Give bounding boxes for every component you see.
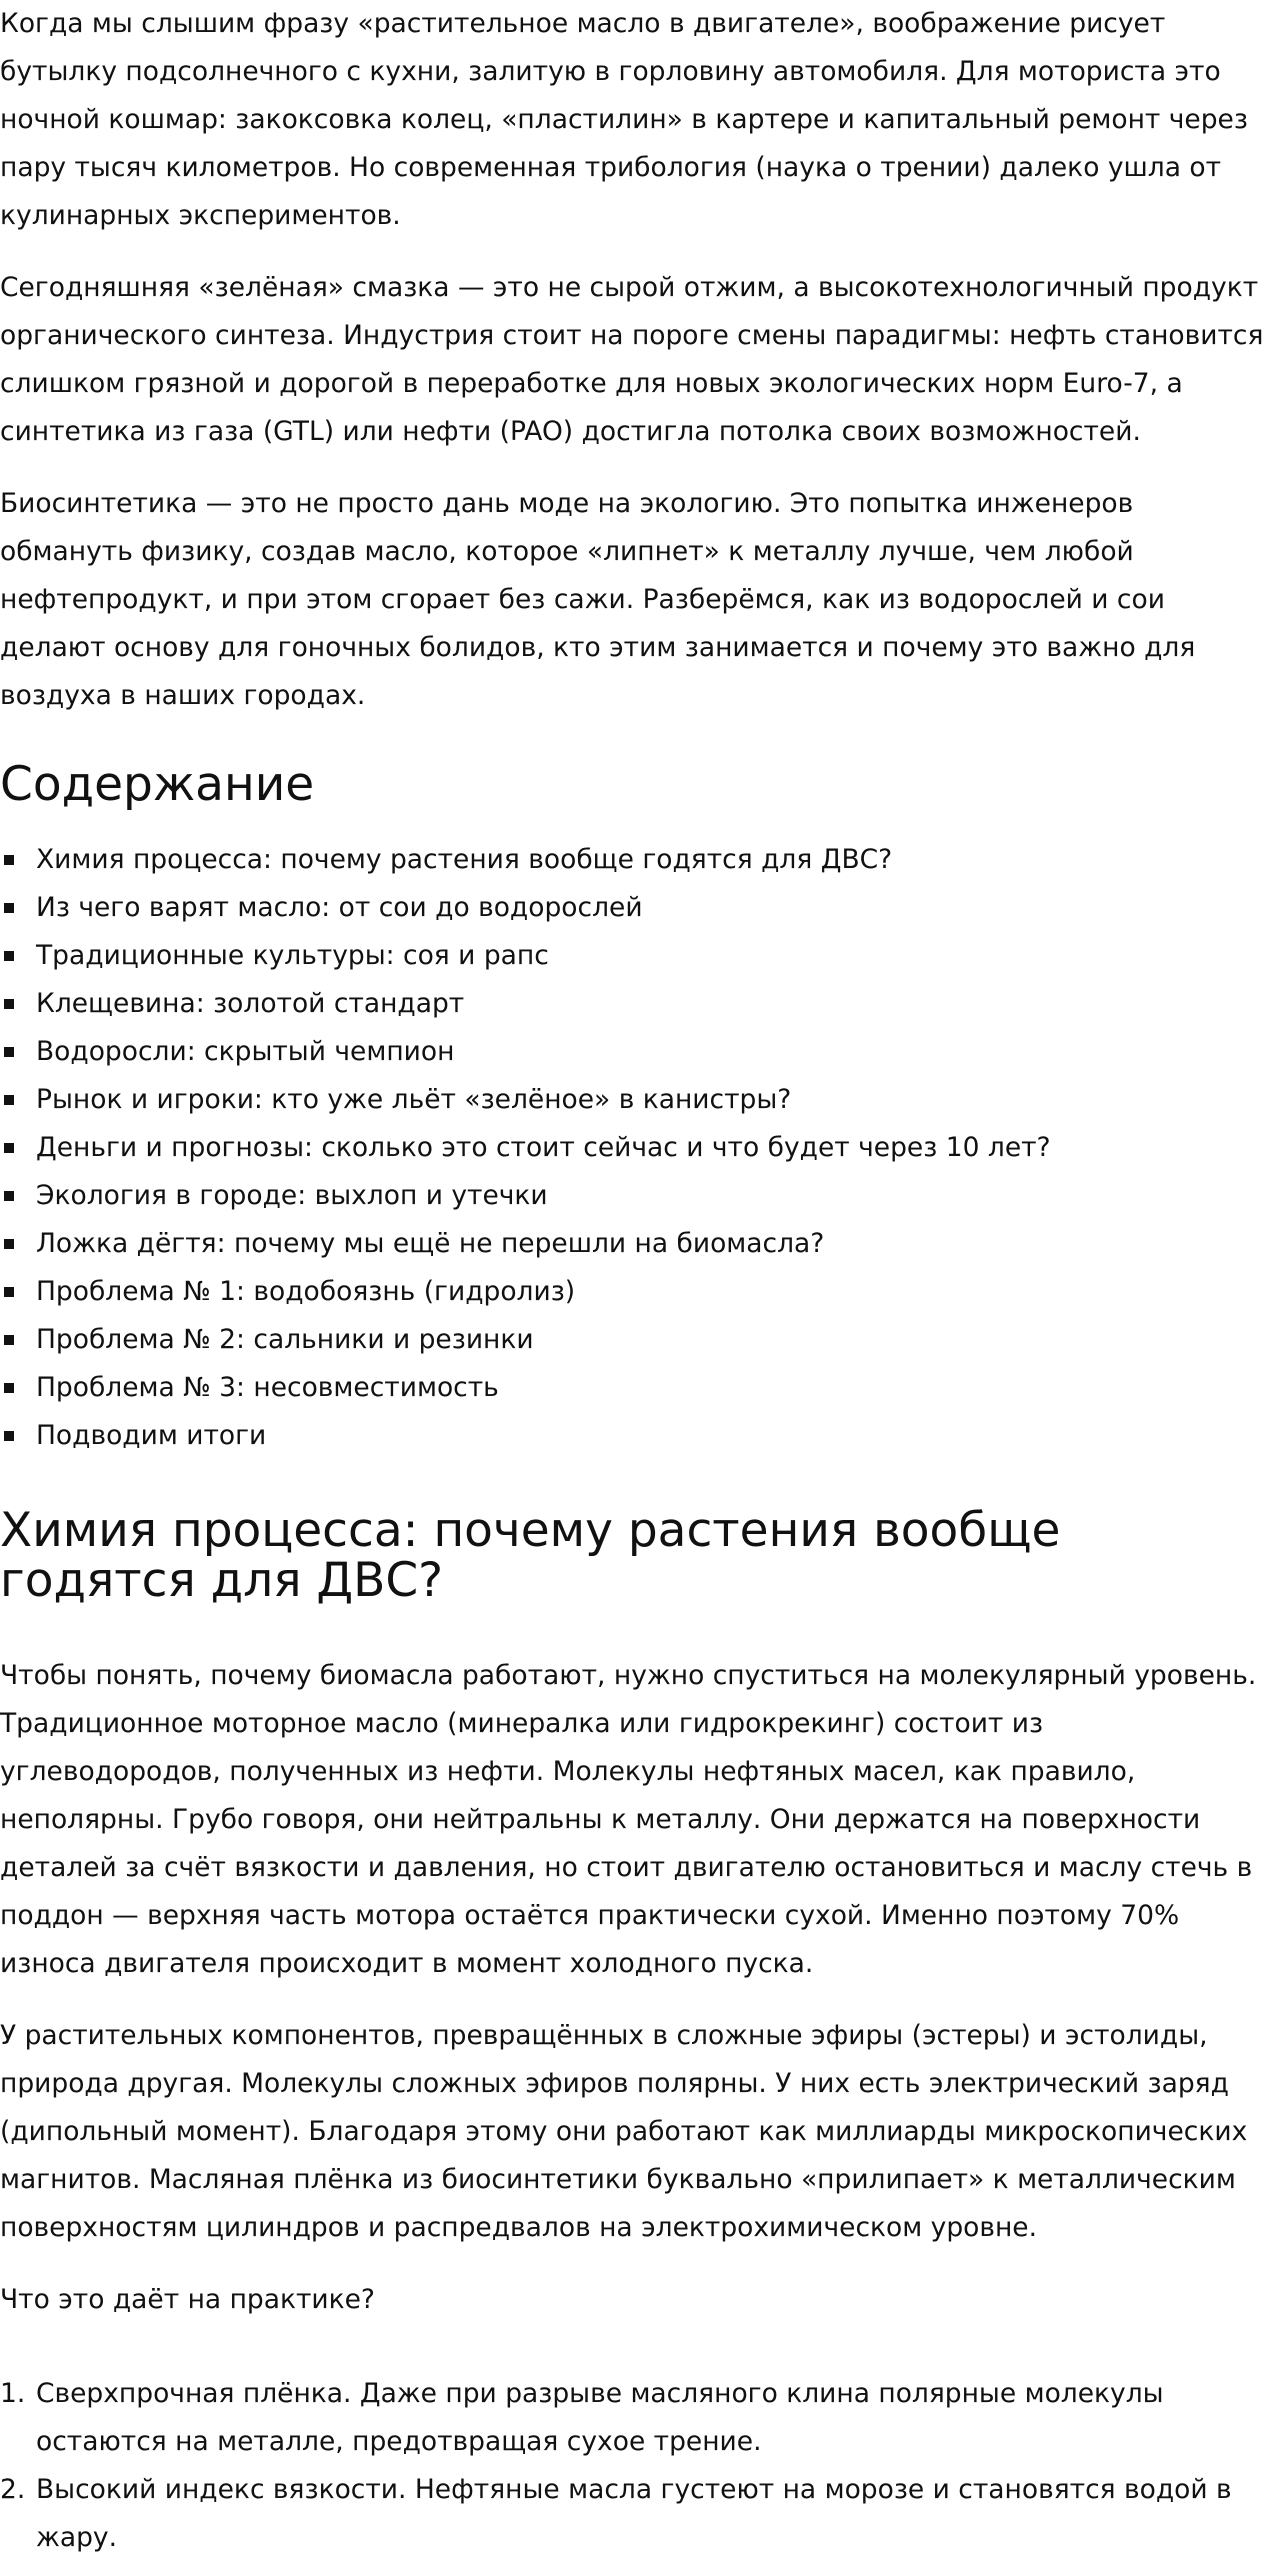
square-bullet-icon — [4, 1047, 14, 1057]
list-item-text: Высокий индекс вязкости. Нефтяные масла густеют на морозе и становятся водой в жару. — [36, 2474, 1232, 2553]
toc-item[interactable] — [0, 1364, 1270, 1412]
square-bullet-icon — [4, 1287, 14, 1297]
square-bullet-icon — [4, 1095, 14, 1105]
square-bullet-icon — [4, 1383, 14, 1393]
toc-item-label[interactable]: Клещевина: золотой стандарт — [36, 988, 465, 1019]
toc-item[interactable] — [0, 1316, 1270, 1364]
toc-item[interactable] — [0, 884, 1270, 932]
square-bullet-icon — [4, 999, 14, 1009]
toc-title: Содержание — [0, 757, 315, 812]
intro — [0, 0, 1270, 720]
benefits-list-item — [0, 2466, 1270, 2562]
toc-item-label[interactable]: Деньги и прогнозы: сколько это стоит сейчас и что будет через 10 лет? — [36, 1132, 1051, 1163]
list-number: 1. — [0, 2378, 26, 2409]
toc-item[interactable] — [0, 1268, 1270, 1316]
toc-item-label[interactable]: Из чего варят масло: от сои до водорослей — [36, 892, 643, 923]
toc-item-label[interactable]: Традиционные культуры: соя и рапс — [36, 940, 549, 971]
benefits-list — [0, 2370, 1270, 2562]
toc-item[interactable] — [0, 932, 1270, 980]
section-heading: Химия процесса: почему растения вообще годятся для ДВС? — [0, 1503, 1061, 1608]
section-chemistry — [0, 1503, 1270, 2562]
intro-paragraph: Сегодняшняя «зелёная» смазка — это не сырой отжим, а высокотехнологичный продукт органического синтеза. Индустрия стоит на пороге смены парадигмы: нефть становится слишком грязной и дорогой в переработке для новых экологических норм Euro-7, а синтетика из газа (GTL) или нефти (PAO) достигла потолка своих возможностей. — [0, 272, 1264, 447]
toc-item-label[interactable]: Водоросли: скрытый чемпион — [36, 1036, 455, 1067]
section-paragraph: Чтобы понять, почему биомасла работают, нужно спуститься на молекулярный уровень. Традиционное моторное масло (минералка или гидрокрекинг) состоит из углеводородов, полученных из нефти. Молекулы нефтяных масел, как правило, неполярны. Грубо говоря, они нейтральны к металлу. Они держатся на поверхности деталей за счёт вязкости и давления, но стоит двигателю остановиться и маслу стечь в поддон — верхняя часть мотора остаётся практически сухой. Именно поэтому 70% износа двигателя происходит в момент холодного пуска. — [0, 1660, 1257, 1979]
square-bullet-icon — [4, 951, 14, 961]
toc-item[interactable] — [0, 1220, 1270, 1268]
toc-item-label[interactable]: Химия процесса: почему растения вообще годятся для ДВС? — [36, 844, 893, 875]
toc-item-label[interactable]: Подводим итоги — [36, 1420, 267, 1451]
toc-item[interactable] — [0, 980, 1270, 1028]
square-bullet-icon — [4, 1239, 14, 1249]
toc-item-label[interactable]: Проблема № 3: несовместимость — [36, 1372, 499, 1403]
square-bullet-icon — [4, 1191, 14, 1201]
benefits-list-item — [0, 2370, 1270, 2466]
square-bullet-icon — [4, 1431, 14, 1441]
toc-item-label[interactable]: Проблема № 2: сальники и резинки — [36, 1324, 534, 1355]
list-item-text: Сверхпрочная плёнка. Даже при разрыве масляного клина полярные молекулы остаются на металле, предотвращая сухое трение. — [36, 2378, 1164, 2457]
toc-item[interactable] — [0, 1172, 1270, 1220]
toc-item[interactable] — [0, 836, 1270, 884]
toc-item[interactable] — [0, 1028, 1270, 1076]
toc-item[interactable] — [0, 1124, 1270, 1172]
section-question: Что это даёт на практике? — [0, 2284, 375, 2315]
toc-item-label[interactable]: Ложка дёгтя: почему мы ещё не перешли на биомасла? — [36, 1228, 825, 1259]
square-bullet-icon — [4, 855, 14, 865]
square-bullet-icon — [4, 903, 14, 913]
intro-paragraph: Биосинтетика — это не просто дань моде на экологию. Это попытка инженеров обмануть физику, создав масло, которое «липнет» к металлу лучше, чем любой нефтепродукт, и при этом сгорает без сажи. Разберёмся, как из водорослей и сои делают основу для гоночных болидов, кто этим занимается и почему это важно для воздуха в наших городах. — [0, 488, 1196, 711]
toc-item-label[interactable]: Проблема № 1: водобоязнь (гидролиз) — [36, 1276, 576, 1307]
toc-item[interactable] — [0, 1076, 1270, 1124]
list-number: 2. — [0, 2474, 26, 2505]
section-paragraph: У растительных компонентов, превращённых в сложные эфиры (эстеры) и эстолиды, природа другая. Молекулы сложных эфиров полярны. У них есть электрический заряд (дипольный момент). Благодаря этому они работают как миллиарды микроскопических магнитов. Масляная плёнка из биосинтетики буквально «прилипает» к металлическим поверхностям цилиндров и распредвалов на электрохимическом уровне. — [0, 2020, 1248, 2243]
toc-item-label[interactable]: Рынок и игроки: кто уже льёт «зелёное» в канистры? — [36, 1084, 792, 1115]
square-bullet-icon — [4, 1143, 14, 1153]
intro-paragraph: Когда мы слышим фразу «растительное масло в двигателе», воображение рисует бутылку подсолнечного с кухни, залитую в горловину автомобиля. Для моториста это ночной кошмар: закоксовка колец, «пластилин» в картере и капитальный ремонт через пару тысяч километров. Но современная трибология (наука о трении) далеко ушла от кулинарных экспериментов. — [0, 8, 1248, 231]
square-bullet-icon — [4, 1335, 14, 1345]
toc-item[interactable] — [0, 1412, 1270, 1460]
toc-item-label[interactable]: Экология в городе: выхлоп и утечки — [36, 1180, 548, 1211]
table-of-contents — [0, 836, 1270, 1460]
